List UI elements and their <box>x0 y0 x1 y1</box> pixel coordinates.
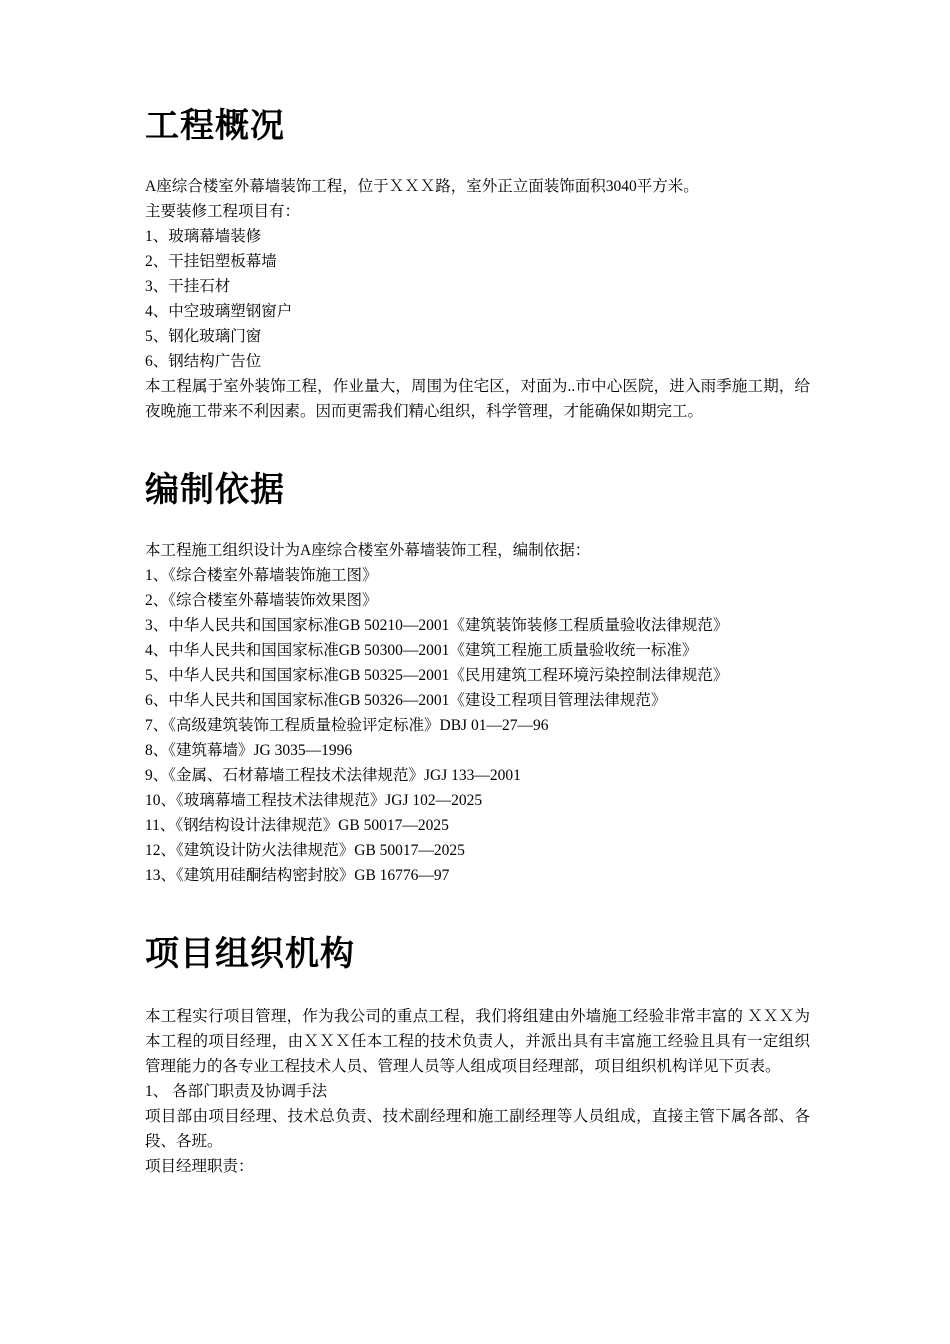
section-title-basis: 编制依据 <box>145 470 285 510</box>
section-title-organization: 项目组织机构 <box>145 934 355 974</box>
basis-list-item: 10、《玻璃幕墙工程技术法律规范》JGJ 102—2025 <box>145 792 483 809</box>
organization-closing-line: 项目经理职责： <box>145 1158 254 1175</box>
overview-list-item: 4、中空玻璃塑钢窗户 <box>145 303 293 320</box>
section-title-overview: 工程概况 <box>145 106 285 146</box>
basis-list <box>145 563 810 888</box>
basis-list-item: 4、中华人民共和国国家标准GB 50300—2001《建筑工程施工质量验收统一标准》 <box>145 642 698 659</box>
basis-list-item: 3、中华人民共和国国家标准GB 50210—2001《建筑装饰装修工程质量验收法律规范》 <box>145 617 729 634</box>
basis-list-item: 1、《综合楼室外幕墙装饰施工图》 <box>145 567 378 584</box>
basis-list-item: 6、中华人民共和国国家标准GB 50326—2001《建设工程项目管理法律规范》 <box>145 692 667 709</box>
basis-list-item: 13、《建筑用硅酮结构密封胶》GB 16776—97 <box>145 867 450 884</box>
overview-line: A座综合楼室外幕墙装饰工程，位于ＸＸＸ路，室外正立面装饰面积3040平方米。 <box>145 178 699 195</box>
basis-list-item: 12、《建筑设计防火法律规范》GB 50017—2025 <box>145 842 465 859</box>
document-page <box>145 0 810 1179</box>
section-body-basis <box>145 538 810 888</box>
overview-list-item: 6、钢结构广告位 <box>145 353 262 370</box>
basis-list-item: 9、《金属、石材幕墙工程技术法律规范》JGJ 133—2001 <box>145 767 521 784</box>
overview-line: 主要装修工程项目有： <box>145 203 301 220</box>
overview-paragraph: 本工程属于室外装饰工程，作业量大，周围为住宅区，对面为..市中心医院，进入雨季施工期，给夜晚施工带来不利因素。因而更需我们精心组织，科学管理，才能确保如期完工。 <box>145 378 810 420</box>
basis-list-item: 2、《综合楼室外幕墙装饰效果图》 <box>145 592 378 609</box>
basis-list-item: 5、中华人民共和国国家标准GB 50325—2001《民用建筑工程环境污染控制法律规范》 <box>145 667 729 684</box>
overview-list-item: 3、干挂石材 <box>145 278 231 295</box>
organization-paragraph: 项目部由项目经理、技术总负责、技术副经理和施工副经理等人员组成，直接主管下属各部、各段、各班。 <box>145 1108 810 1150</box>
section-body-organization <box>145 1004 810 1179</box>
overview-list-item: 1、玻璃幕墙装修 <box>145 228 262 245</box>
organization-paragraph: 本工程实行项目管理，作为我公司的重点工程，我们将组建由外墙施工经验非常丰富的 ＸＸＸ为本工程的项目经理，由ＸＸＸ任本工程的技术负责人，并派出具有丰富施工经验且具有一定组织管理能力的各专业工程技术人员、管理人员等人组成项目经理部，项目组织机构详见下页表。 <box>145 1008 810 1075</box>
section-body-overview <box>145 174 810 424</box>
basis-list-item: 8、《建筑幕墙》JG 3035—1996 <box>145 742 353 759</box>
basis-list-item: 7、《高级建筑装饰工程质量检验评定标准》DBJ 01—27—96 <box>145 717 549 734</box>
organization-subheading: 1、 各部门职责及协调手法 <box>145 1083 328 1100</box>
overview-list-item: 5、钢化玻璃门窗 <box>145 328 262 345</box>
basis-list-item: 11、《钢结构设计法律规范》GB 50017—2025 <box>145 817 449 834</box>
basis-intro: 本工程施工组织设计为A座综合楼室外幕墙装饰工程，编制依据： <box>145 542 591 559</box>
overview-list-item: 2、干挂铝塑板幕墙 <box>145 253 277 270</box>
